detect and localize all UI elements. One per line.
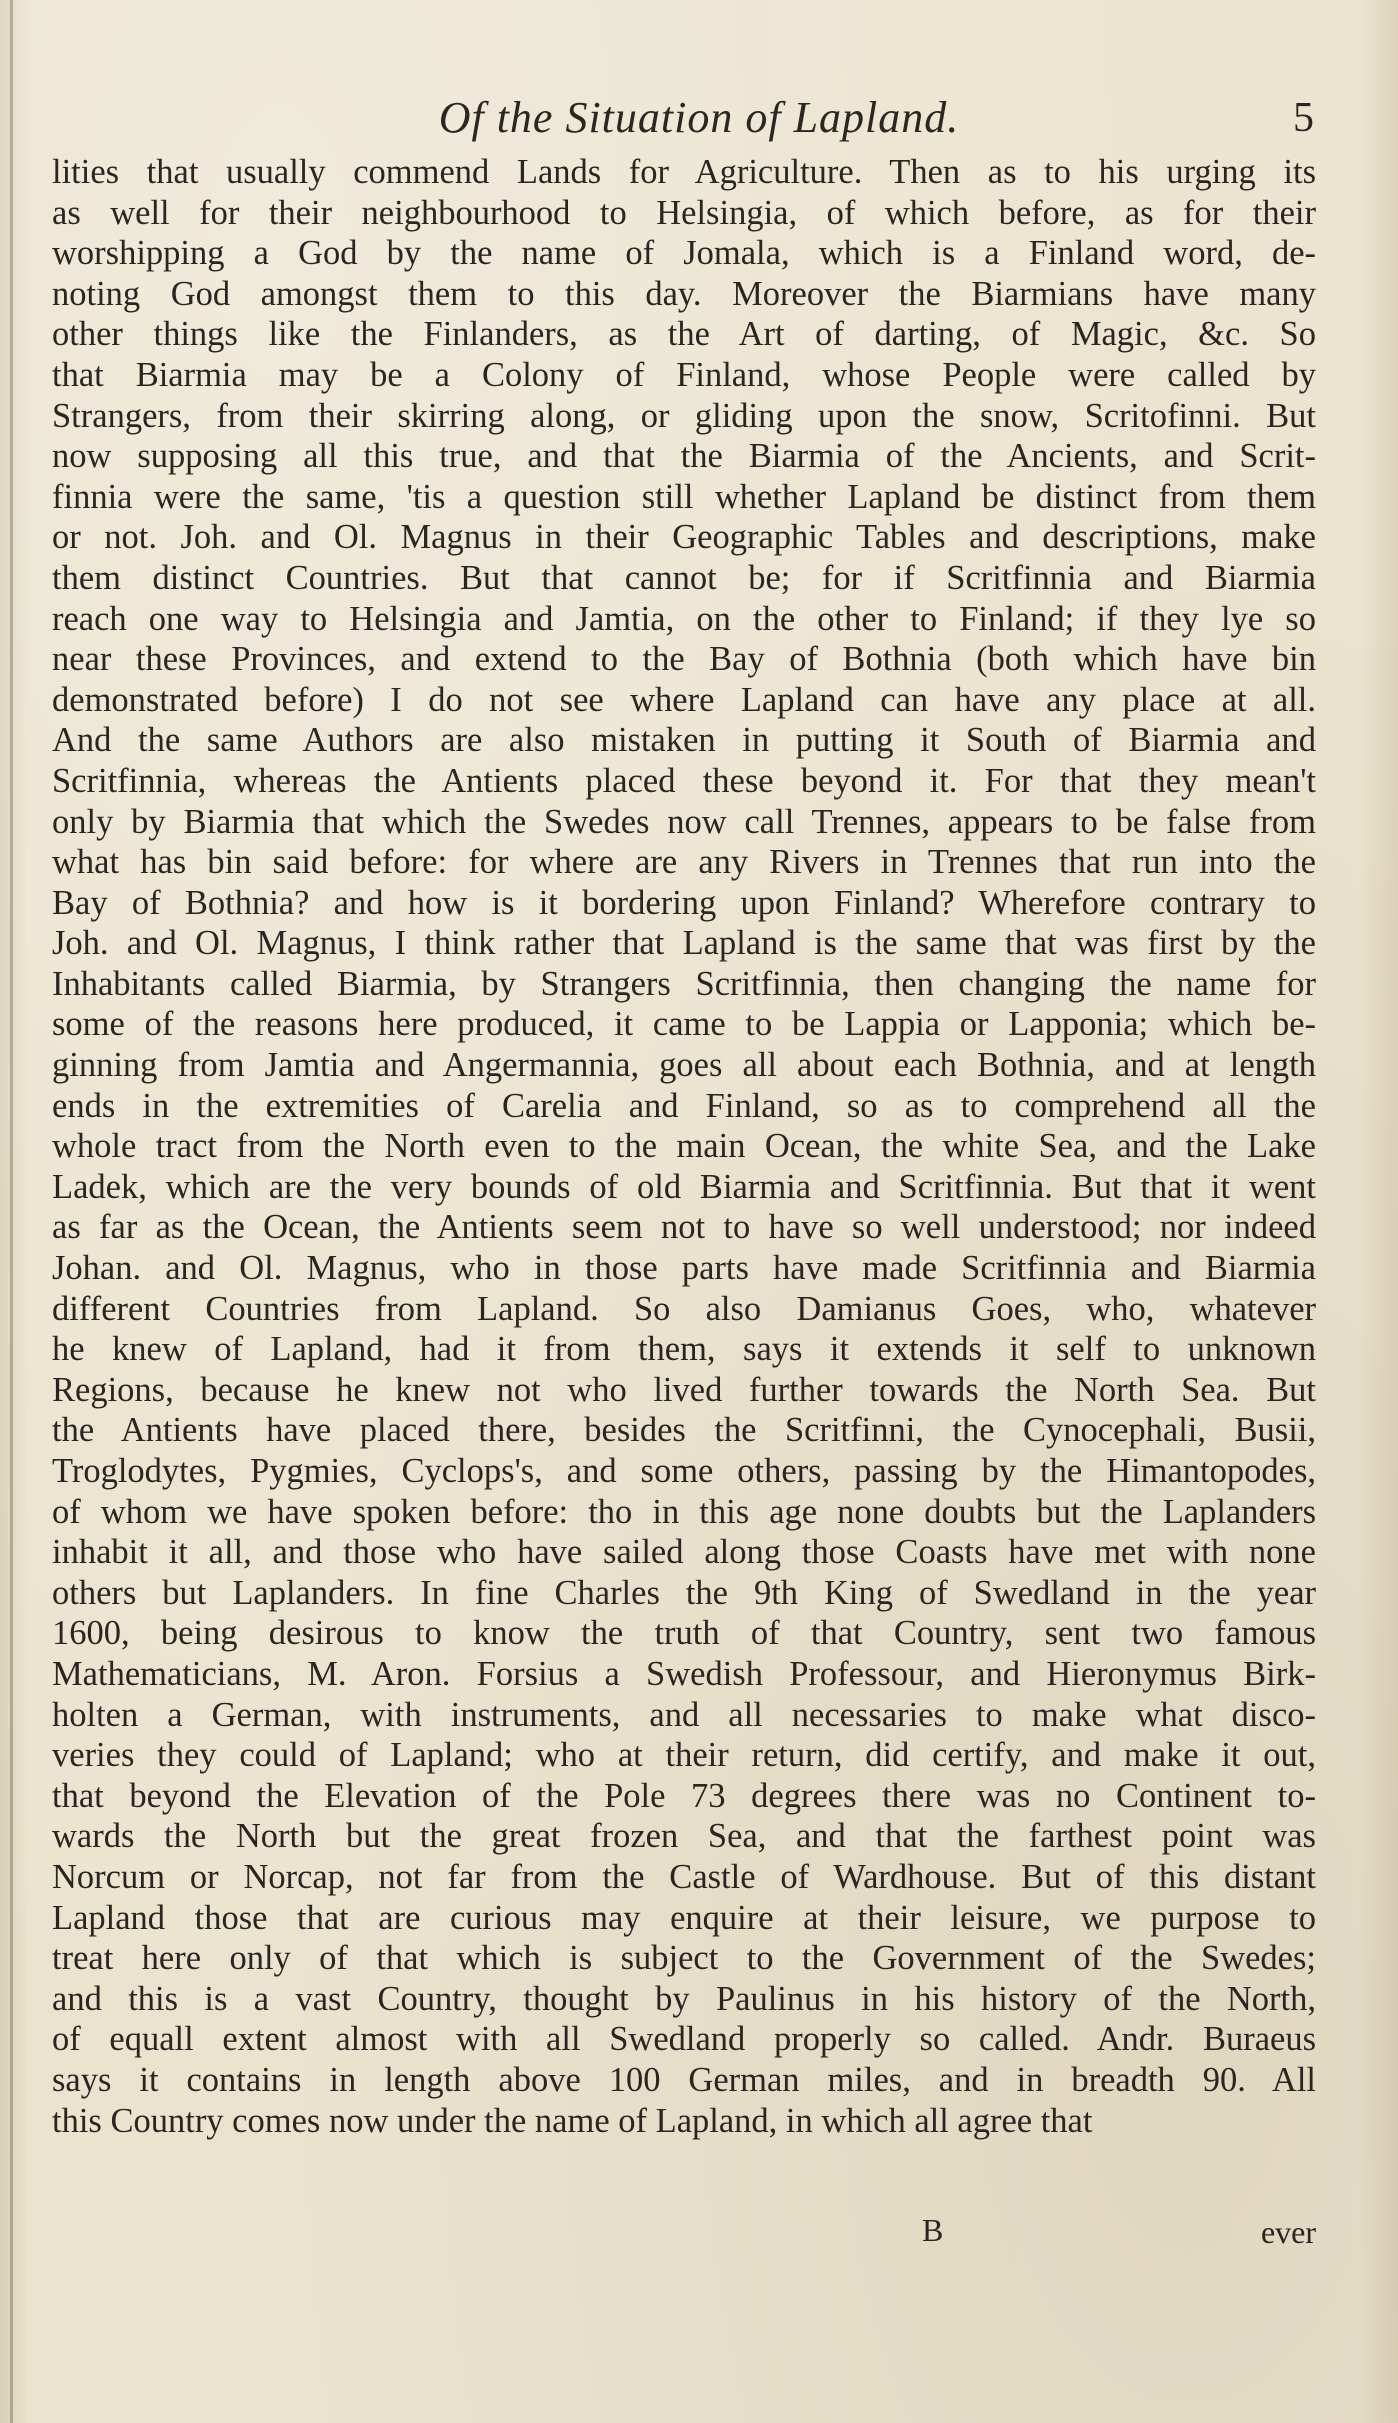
text-line: what has bin said before: for where are any Rivers in Trennes that run into the xyxy=(52,843,1316,882)
text-line: the Antients have placed there, besides the Scritfinni, the Cynocephali, Busii, xyxy=(52,1411,1316,1450)
text-line: Lapland those that are curious may enquire at their leisure, we purpose to xyxy=(52,1898,1316,1937)
text-line: finnia were the same, 'tis a question still whether Lapland be distinct from them xyxy=(52,477,1316,516)
text-line: other things like the Finlanders, as the Art of darting, of Magic, &c. So xyxy=(52,315,1316,354)
text-line: others but Laplanders. In fine Charles the 9th King of Swedland in the year xyxy=(52,1573,1316,1612)
text-line: some of the reasons here produced, it came to be Lappia or Lapponia; which be- xyxy=(52,1005,1316,1044)
page-footer xyxy=(0,2212,1398,2256)
running-head: Of the Situation of Lapland. xyxy=(438,93,960,142)
text-line: now supposing all this true, and that the Biarmia of the Ancients, and Scrit- xyxy=(52,437,1316,476)
text-line: different Countries from Lapland. So also Damianus Goes, who, whatever xyxy=(52,1289,1316,1328)
text-line: worshipping a God by the name of Jomala, which is a Finland word, de- xyxy=(52,234,1316,273)
text-line: that beyond the Elevation of the Pole 73 degrees there was no Continent to- xyxy=(52,1776,1316,1815)
text-line: this Country comes now under the name of Lapland, in which all agree that xyxy=(52,2101,1093,2140)
catchword: ever xyxy=(1260,2214,1316,2250)
text-line: Inhabitants called Biarmia, by Strangers Scritfinnia, then changing the name for xyxy=(52,964,1316,1003)
text-line: lities that usually commend Lands for Agriculture. Then as to his urging its xyxy=(52,153,1316,191)
text-line: whole tract from the North even to the main Ocean, the white Sea, and the Lake xyxy=(52,1127,1316,1166)
text-line: Bay of Bothnia? and how is it bordering upon Finland? Wherefore contrary to xyxy=(52,883,1316,922)
text-line: holten a German, with instruments, and all necessaries to make what disco- xyxy=(52,1695,1316,1734)
text-line: Strangers, from their skirring along, or gliding upon the snow, Scritofinni. But xyxy=(52,396,1316,435)
text-line: of whom we have spoken before: tho in this age none doubts but the Laplanders xyxy=(52,1492,1316,1531)
text-line: and this is a vast Country, thought by Paulinus in his history of the North, xyxy=(52,1979,1316,2018)
text-line: Scritfinnia, whereas the Antients placed these beyond it. For that they mean't xyxy=(52,761,1316,800)
text-line: that Biarmia may be a Colony of Finland, whose People were called by xyxy=(52,355,1316,394)
page-number: 5 xyxy=(1293,95,1314,141)
text-line: or not. Joh. and Ol. Magnus in their Geographic Tables and descriptions, make xyxy=(52,518,1316,557)
text-line: Troglodytes, Pygmies, Cyclops's, and some others, passing by the Himantopodes, xyxy=(52,1452,1316,1490)
text-line: noting God amongst them to this day. Moreover the Biarmians have many xyxy=(52,274,1316,313)
text-line: wards the North but the great frozen Sea, and that the farthest point was xyxy=(52,1817,1316,1856)
text-line: he knew of Lapland, had it from them, says it extends it self to unknown xyxy=(52,1330,1316,1369)
text-line: treat here only of that which is subject to the Government of the Swedes; xyxy=(52,1939,1316,1978)
text-line: as far as the Ocean, the Antients seem not to have so well understood; nor indeed xyxy=(52,1208,1316,1247)
text-line: of equall extent almost with all Swedland properly so called. Andr. Buraeus xyxy=(52,2020,1316,2059)
text-line: Joh. and Ol. Magnus, I think rather that Lapland is the same that was first by the xyxy=(52,924,1316,963)
text-line: inhabit it all, and those who have sailed along those Coasts have met with none xyxy=(52,1533,1316,1572)
text-line: Johan. and Ol. Magnus, who in those parts have made Scritfinnia and Biarmia xyxy=(52,1249,1316,1288)
text-line: Ladek, which are the very bounds of old Biarmia and Scritfinnia. But that it went xyxy=(52,1167,1316,1206)
text-line: says it contains in length above 100 German miles, and in breadth 90. All xyxy=(52,2060,1316,2099)
text-line: Regions, because he knew not who lived further towards the North Sea. But xyxy=(52,1370,1316,1409)
text-line: Norcum or Norcap, not far from the Castle of Wardhouse. But of this distant xyxy=(52,1857,1316,1896)
text-line: as well for their neighbourhood to Helsingia, of which before, as for their xyxy=(52,193,1316,232)
text-line: demonstrated before) I do not see where Lapland can have any place at all. xyxy=(52,680,1316,719)
text-line: only by Biarmia that which the Swedes now call Trennes, appears to be false from xyxy=(52,802,1316,841)
page-edge-shadow xyxy=(10,0,13,2423)
text-line: 1600, being desirous to know the truth of that Country, sent two famous xyxy=(52,1614,1316,1653)
text-line: reach one way to Helsingia and Jamtia, on the other to Finland; if they lye so xyxy=(52,599,1316,638)
text-line: ginning from Jamtia and Angermannia, goes all about each Bothnia, and at length xyxy=(52,1046,1316,1085)
body-text xyxy=(52,152,1316,2141)
text-line: veries they could of Lapland; who at their return, did certify, and make it out, xyxy=(52,1736,1316,1775)
signature-mark: B xyxy=(922,2212,944,2248)
text-line: ends in the extremities of Carelia and Finland, so as to comprehend all the xyxy=(52,1086,1316,1125)
text-line: And the same Authors are also mistaken in putting it South of Biarmia and xyxy=(52,721,1316,760)
text-line: them distinct Countries. But that cannot be; for if Scritfinnia and Biarmia xyxy=(52,558,1316,597)
text-line: Mathematicians, M. Aron. Forsius a Swedish Professour, and Hieronymus Birk- xyxy=(52,1654,1316,1693)
text-line: near these Provinces, and extend to the Bay of Bothnia (both which have bin xyxy=(52,640,1316,679)
page-header xyxy=(0,92,1398,152)
